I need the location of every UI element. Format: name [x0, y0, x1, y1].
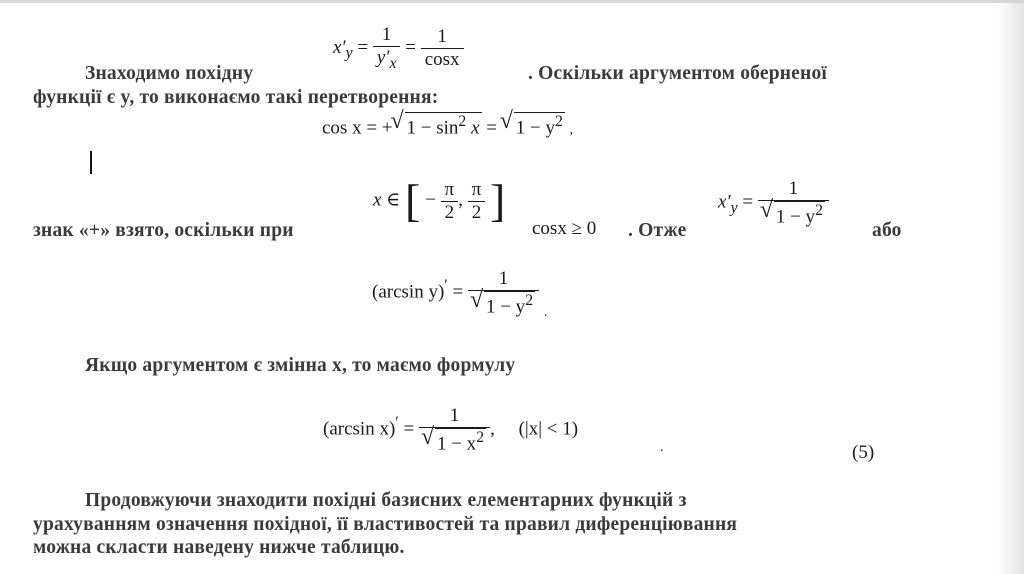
paragraph1-line1-start: Знаходимо похідну: [85, 63, 254, 84]
formula-inverse-derivative: $x'_y$ = $\frac{1}{y'_x}$ = $\frac{1}{\cos x}$: [333, 24, 464, 73]
paragraph4-line2: урахуванням означення похідної, її властивостей та правил диференціювання: [33, 514, 738, 535]
paragraph4-line1: Продовжуючи знаходити похідні базисних елементарних функцій з: [85, 490, 687, 511]
top-border: [0, 0, 1024, 3]
formula-dot: .: [660, 440, 664, 455]
text-cursor: [90, 151, 92, 174]
paragraph1-line2: функції є y, то виконаємо такі перетворення:: [33, 87, 439, 108]
equation-number: (5): [852, 442, 875, 463]
fraction: $\frac{1}{\cos x}$: [421, 26, 464, 71]
paragraph2-start: знак «+» взято, оскільки при: [33, 220, 294, 241]
slide-edge-shadow: [998, 0, 1024, 574]
paragraph2-otzhe: . Отже: [628, 220, 687, 241]
paragraph3: Якщо аргументом є змінна x, то маємо формулу: [85, 355, 516, 376]
paragraph1-line1-end: . Оскільки аргументом оберненої: [528, 63, 828, 84]
formula-xy-derivative: $x'_y$ = 1 √ $1 - y^2$: [718, 178, 829, 228]
formula-interval: x ∈ [ − $\frac{\pi}{2}$ , $\frac{\pi}{2}$ ]: [373, 175, 506, 226]
formula-arcsin-x: (arcsin x)′ = 1 √ $1 - x^2$ , (|x| < 1): [323, 405, 578, 455]
cos-condition: cosx ≥ 0: [532, 218, 597, 239]
paragraph4-line3: можна скласти наведену нижче таблицю.: [33, 537, 405, 558]
formula-arcsin-y: (arcsin y)′ = 1 √ $1 - y^2$ $_.$: [372, 268, 547, 318]
paragraph2-abo: або: [872, 220, 902, 241]
fraction: $\frac{1}{y'_x}$: [373, 24, 401, 73]
formula-cos-transform: cos x = +√ $1 - \sin^2 x$ = √ $1 - y^2$ ,: [322, 112, 573, 139]
